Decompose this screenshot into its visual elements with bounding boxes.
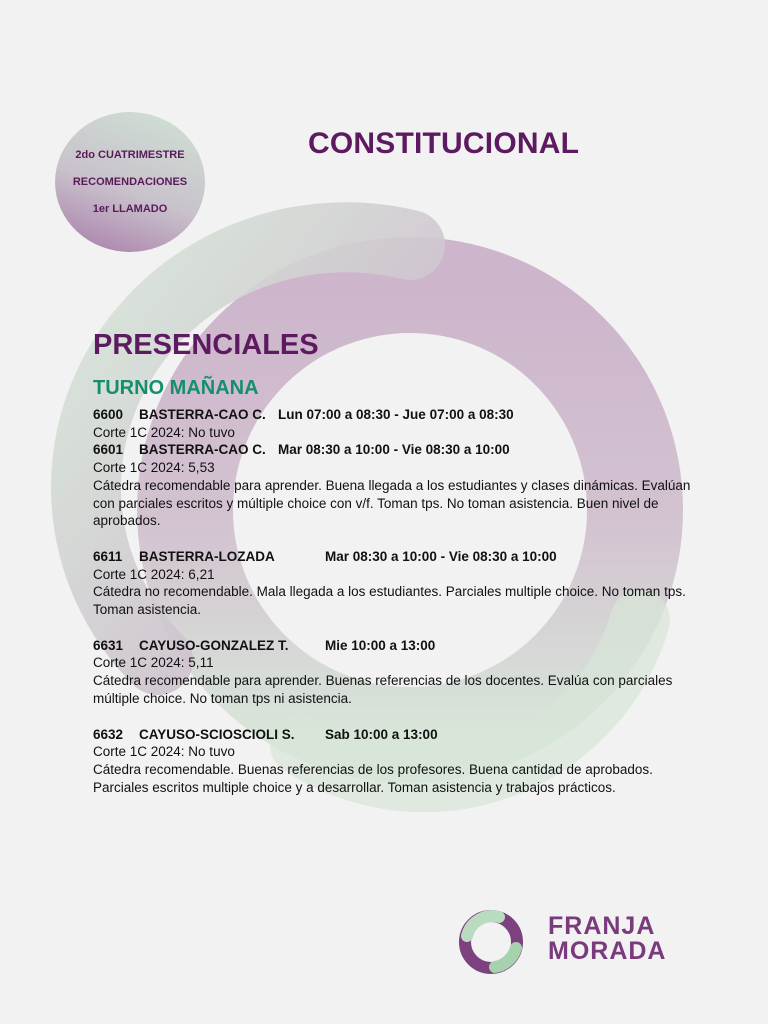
course-description: Cátedra no recomendable. Mala llegada a los estudiantes. Parciales multiple choice. No toman tps. Toman asistencia. — [93, 584, 686, 618]
section-title: PRESENCIALES — [93, 329, 319, 361]
course-6611 — [93, 548, 693, 619]
course-6600 — [93, 406, 693, 441]
badge-line-2: RECOMENDACIONES — [72, 175, 188, 188]
course-code: 6601 — [93, 442, 124, 458]
course-code: 6611 — [93, 548, 123, 564]
course-schedule: Mar 08:30 a 10:00 - Vie 08:30 a 10:00 — [278, 442, 510, 458]
course-professor: CAYUSO-GONZALEZ T. — [139, 637, 289, 653]
course-code: 6631 — [93, 637, 124, 653]
brand-line-1: FRANJA — [548, 912, 656, 940]
course-professor: BASTERRA-CAO C. — [139, 442, 266, 458]
badge-line-1: 2do CUATRIMESTRE — [75, 148, 185, 161]
course-corte: Corte 1C 2024: 5,11 — [93, 655, 214, 671]
course-description: Cátedra recomendable. Buenas referencias de los profesores. Buena cantidad de aprobados. Parciales escritos multiple choice y a desarrollar. Toman asistencia y trabajos prácticos. — [93, 761, 653, 795]
franja-morada-logo-icon — [455, 908, 527, 976]
course-description: Cátedra recomendable para aprender. Buenas referencias de los docentes. Evalúa con parciales múltiple choice. No toman tps ni asistencia. — [93, 673, 673, 706]
course-6601 — [93, 441, 693, 530]
brand-line-2: MORADA — [548, 937, 667, 965]
course-professor: BASTERRA-CAO C. — [139, 407, 266, 422]
course-description: Cátedra recomendable para aprender. Buena llegada a los estudiantes y clases dinámicas. Evalúan con parciales escritos y múltiple choice con v/f. Toman tps. No toman asistencia. Buen nivel de aprobados. — [93, 477, 691, 529]
course-header — [93, 441, 693, 459]
course-schedule: Mar 08:30 a 10:00 - Vie 08:30 a 10:00 — [325, 548, 557, 564]
course-professor: CAYUSO-SCIOSCIOLI S. — [139, 726, 295, 742]
course-header — [93, 637, 693, 655]
course-6631 — [93, 637, 693, 708]
semester-badge — [55, 112, 205, 252]
course-schedule: Mie 10:00 a 13:00 — [325, 637, 436, 653]
page-title: CONSTITUCIONAL — [308, 127, 580, 160]
badge-line-3: 1er LLAMADO — [92, 202, 168, 215]
course-code: 6632 — [93, 726, 124, 742]
course-header — [93, 406, 693, 424]
brand-wordmark — [548, 914, 667, 964]
course-corte: Corte 1C 2024: 5,53 — [93, 460, 215, 476]
course-schedule: Sab 10:00 a 13:00 — [325, 726, 438, 742]
shift-title: TURNO MAÑANA — [93, 377, 259, 399]
course-schedule: Lun 07:00 a 08:30 - Jue 07:00 a 08:30 — [278, 407, 514, 422]
course-header — [93, 726, 693, 744]
course-header — [93, 548, 693, 566]
course-content — [93, 328, 693, 814]
course-professor: BASTERRA-LOZADA — [139, 548, 275, 564]
course-6632 — [93, 726, 693, 797]
course-corte: Corte 1C 2024: 6,21 — [93, 566, 215, 582]
course-corte: Corte 1C 2024: No tuvo — [93, 424, 235, 440]
course-corte: Corte 1C 2024: No tuvo — [93, 744, 235, 760]
course-code: 6600 — [93, 407, 124, 422]
